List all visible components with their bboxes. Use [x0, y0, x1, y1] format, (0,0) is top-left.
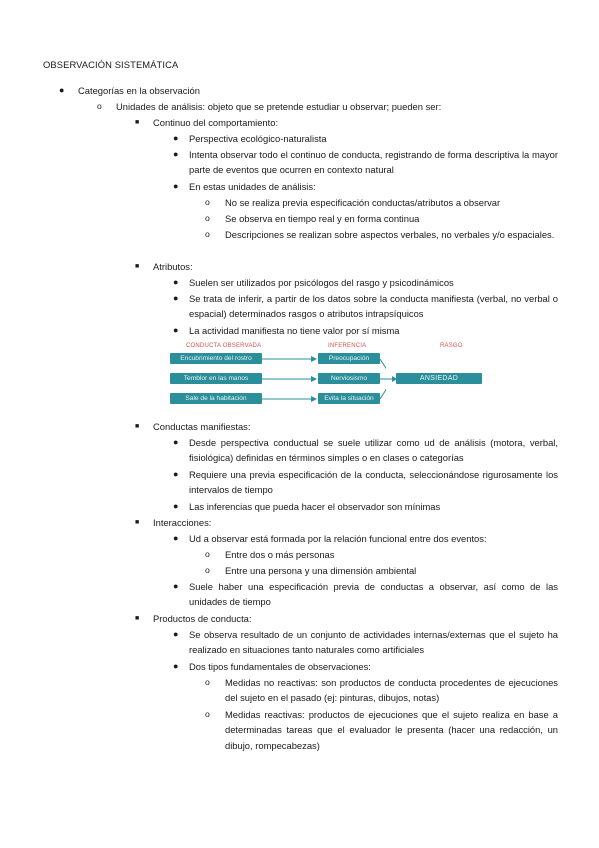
document-title: OBSERVACIÓN SISTEMÁTICA: [43, 59, 179, 70]
atributos-heading: Atributos:: [153, 261, 193, 272]
disc-bullet: ●: [173, 149, 179, 159]
inference-box: Nerviosismo: [318, 373, 380, 384]
behavior-box: Encubrimiento del rostro: [170, 353, 262, 364]
disc-bullet: ●: [173, 533, 179, 543]
behavior-box: Sale de la habitación: [170, 393, 262, 404]
circle-bullet: o: [205, 549, 210, 559]
disc-bullet: ●: [173, 181, 179, 191]
interacciones-heading: Interacciones:: [153, 517, 212, 528]
disc-bullet: ●: [173, 581, 179, 591]
column-label-conducta: CONDUCTA OBSERVADA: [186, 343, 262, 349]
disc-bullet: ●: [173, 277, 179, 287]
productos-subitem: Medidas no reactivas: son productos de conducta procedentes de ejecuciones del sujeto en el pasado (ej: pinturas, dibujos, notas): [225, 677, 558, 704]
inference-box: Evita la situación: [318, 393, 380, 404]
square-bullet: ■: [135, 423, 140, 430]
atributos-item: Suelen ser utilizados por psicólogos del rasgo y psicodinámicos: [189, 277, 454, 288]
disc-bullet: ●: [173, 661, 179, 671]
trait-box: ANSIEDAD: [396, 373, 482, 384]
disc-bullet: ●: [173, 437, 179, 447]
circle-bullet: o: [205, 213, 210, 223]
continuo-subitem: Descripciones se realizan sobre aspectos verbales, no verbales y/o espaciales.: [225, 229, 555, 240]
interacciones-subitem: Entre dos o más personas: [225, 549, 335, 560]
productos-heading: Productos de conducta:: [153, 613, 252, 624]
circle-bullet: o: [205, 709, 210, 719]
interacciones-item: Suele haber una especificación previa de conductas a observar, así como de las unidades de tiempo: [189, 581, 558, 608]
inference-box: Preocupación: [318, 353, 380, 364]
continuo-subitem: No se realiza previa especificación conductas/atributos a observar: [225, 197, 501, 208]
atributos-item: La actividad manifiesta no tiene valor por sí misma: [189, 325, 400, 336]
continuo-subitem: Se observa en tiempo real y en forma continua: [225, 213, 420, 224]
manifiestas-item: Desde perspectiva conductual se suele utilizar como ud de análisis (motora, verbal, fisiológica) definidas en términos simples o en clases o categorías: [189, 437, 558, 464]
category-heading: Categorías en la observación: [78, 85, 200, 96]
disc-bullet: ●: [173, 469, 179, 479]
disc-bullet: ●: [173, 501, 179, 511]
units-heading: Unidades de análisis: objeto que se pretende estudiar u observar; pueden ser:: [116, 101, 442, 112]
disc-bullet: ●: [173, 325, 179, 335]
atributos-item: Se trata de inferir, a partir de los datos sobre la conducta manifiesta (verbal, no verbal o espacial) determinados rasgos o atributos intrapsíquicos: [189, 293, 558, 320]
continuo-item: Perspectiva ecológico-naturalista: [189, 133, 327, 144]
disc-bullet: ●: [173, 293, 179, 303]
manifiestas-heading: Conductas manifiestas:: [153, 421, 251, 432]
continuo-item: Intenta observar todo el continuo de conducta, registrando de forma descriptiva la mayor parte de eventos que ocurren en contexto natural: [189, 149, 558, 176]
manifiestas-item: Las inferencias que pueda hacer el observador son mínimas: [189, 501, 441, 512]
square-bullet: ■: [135, 615, 140, 622]
circle-bullet: o: [205, 229, 210, 239]
manifiestas-item: Requiere una previa especificación de la conducta, seleccionándose rigurosamente los intervalos de tiempo: [189, 469, 558, 496]
continuo-heading: Continuo del comportamiento:: [153, 117, 279, 128]
continuo-item: En estas unidades de análisis:: [189, 181, 316, 192]
productos-item: Se observa resultado de un conjunto de actividades internas/externas que el sujeto ha realizado en situaciones tanto naturales como artificiales: [189, 629, 558, 656]
disc-bullet: ●: [59, 85, 65, 95]
square-bullet: ■: [135, 519, 140, 526]
circle-bullet: o: [205, 677, 210, 687]
productos-subitem: Medidas reactivas: productos de ejecuciones que el sujeto realiza en base a determinadas tareas que el evaluador le presenta (hacer una redacción, un dibujo, rompecabezas): [225, 709, 558, 751]
column-label-rasgo: RASGO: [440, 343, 463, 349]
column-label-inferencia: INFERENCIA: [328, 343, 367, 349]
disc-bullet: ●: [173, 133, 179, 143]
behavior-box: Temblor en las manos: [170, 373, 262, 384]
circle-bullet: o: [97, 101, 102, 111]
interacciones-subitem: Entre una persona y una dimensión ambiental: [225, 565, 417, 576]
disc-bullet: ●: [173, 629, 179, 639]
inference-diagram: [168, 339, 386, 409]
circle-bullet: o: [205, 197, 210, 207]
circle-bullet: o: [205, 565, 210, 575]
interacciones-item: Ud a observar está formada por la relación funcional entre dos eventos:: [189, 533, 487, 544]
productos-item: Dos tipos fundamentales de observaciones:: [189, 661, 371, 672]
square-bullet: ■: [135, 119, 140, 126]
square-bullet: ■: [135, 263, 140, 270]
